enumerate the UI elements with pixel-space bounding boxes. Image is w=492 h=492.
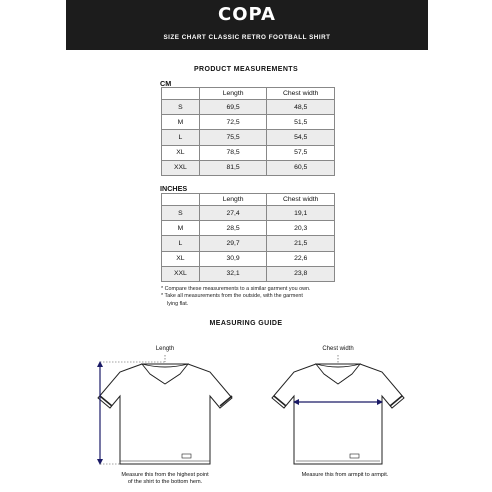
chest-cell: 23,8 (267, 266, 335, 281)
length-cell: 75,5 (199, 130, 267, 145)
table-row (162, 206, 335, 221)
table-row (162, 145, 335, 160)
chest-cell: 57,5 (267, 145, 335, 160)
table-row (162, 236, 335, 251)
table-row (162, 221, 335, 236)
cm-size-table (161, 87, 335, 176)
brand-header (66, 0, 428, 50)
table-header-cell (162, 88, 200, 100)
length-cell: 28,5 (199, 221, 267, 236)
length-caption (95, 472, 235, 487)
length-figure-label: Length (155, 346, 175, 352)
note-line: * Compare these measurements to a similar garment you own. (161, 286, 311, 292)
measurements-title: PRODUCT MEASUREMENTS (193, 66, 299, 73)
table-header-cell: Length (199, 194, 267, 206)
table-header-cell: Length (199, 88, 267, 100)
size-cell: XXL (162, 266, 200, 281)
size-cell: XXL (162, 160, 200, 175)
chest-cell: 20,3 (267, 221, 335, 236)
length-cell: 29,7 (199, 236, 267, 251)
size-cell: XL (162, 251, 200, 266)
caption-line: of the shirt to the bottom hem. (127, 479, 203, 486)
table-header-row (162, 194, 335, 206)
guide-title: MEASURING GUIDE (209, 320, 283, 327)
table-row (162, 251, 335, 266)
size-cell: XL (162, 145, 200, 160)
length-cell: 27,4 (199, 206, 267, 221)
size-cell: S (162, 206, 200, 221)
page-subtitle: SIZE CHART CLASSIC RETRO FOOTBALL SHIRT (163, 34, 331, 41)
size-cell: L (162, 236, 200, 251)
chest-cell: 21,5 (267, 236, 335, 251)
table-row (162, 160, 335, 175)
length-shirt-illustration (88, 352, 238, 472)
inches-unit-label: INCHES (160, 184, 188, 193)
size-cell: S (162, 100, 200, 115)
table-header-cell: Chest width (267, 194, 335, 206)
cm-unit-label: CM (160, 79, 172, 88)
chest-cell: 51,5 (267, 115, 335, 130)
length-cell: 30,9 (199, 251, 267, 266)
table-row (162, 266, 335, 281)
chest-cell: 22,6 (267, 251, 335, 266)
chest-cell: 60,5 (267, 160, 335, 175)
table-row (162, 100, 335, 115)
caption-line: Measure this from armpit to armpit. (301, 472, 389, 478)
length-cell: 78,5 (199, 145, 267, 160)
note-line: lying flat. (167, 300, 189, 307)
table-row (162, 115, 335, 130)
table-header-row (162, 88, 335, 100)
size-cell: M (162, 115, 200, 130)
length-cell: 32,1 (199, 266, 267, 281)
table-header-cell (162, 194, 200, 206)
brand-logo: COPA (218, 4, 276, 25)
length-cell: 81,5 (199, 160, 267, 175)
chest-shirt-illustration (262, 352, 412, 472)
note-line: * Take all measurements from the outside, with the garment (161, 293, 303, 300)
caption-line: Measure this from the highest point (121, 472, 209, 478)
chest-cell: 19,1 (267, 206, 335, 221)
table-row (162, 130, 335, 145)
inches-size-table (161, 193, 335, 282)
measurement-notes (161, 286, 381, 308)
table-header-cell: Chest width (267, 88, 335, 100)
size-cell: L (162, 130, 200, 145)
size-cell: M (162, 221, 200, 236)
length-cell: 72,5 (199, 115, 267, 130)
length-cell: 69,5 (199, 100, 267, 115)
chest-cell: 54,5 (267, 130, 335, 145)
chest-caption (275, 472, 415, 479)
chest-cell: 48,5 (267, 100, 335, 115)
chest-figure-label: Chest width (322, 346, 354, 352)
